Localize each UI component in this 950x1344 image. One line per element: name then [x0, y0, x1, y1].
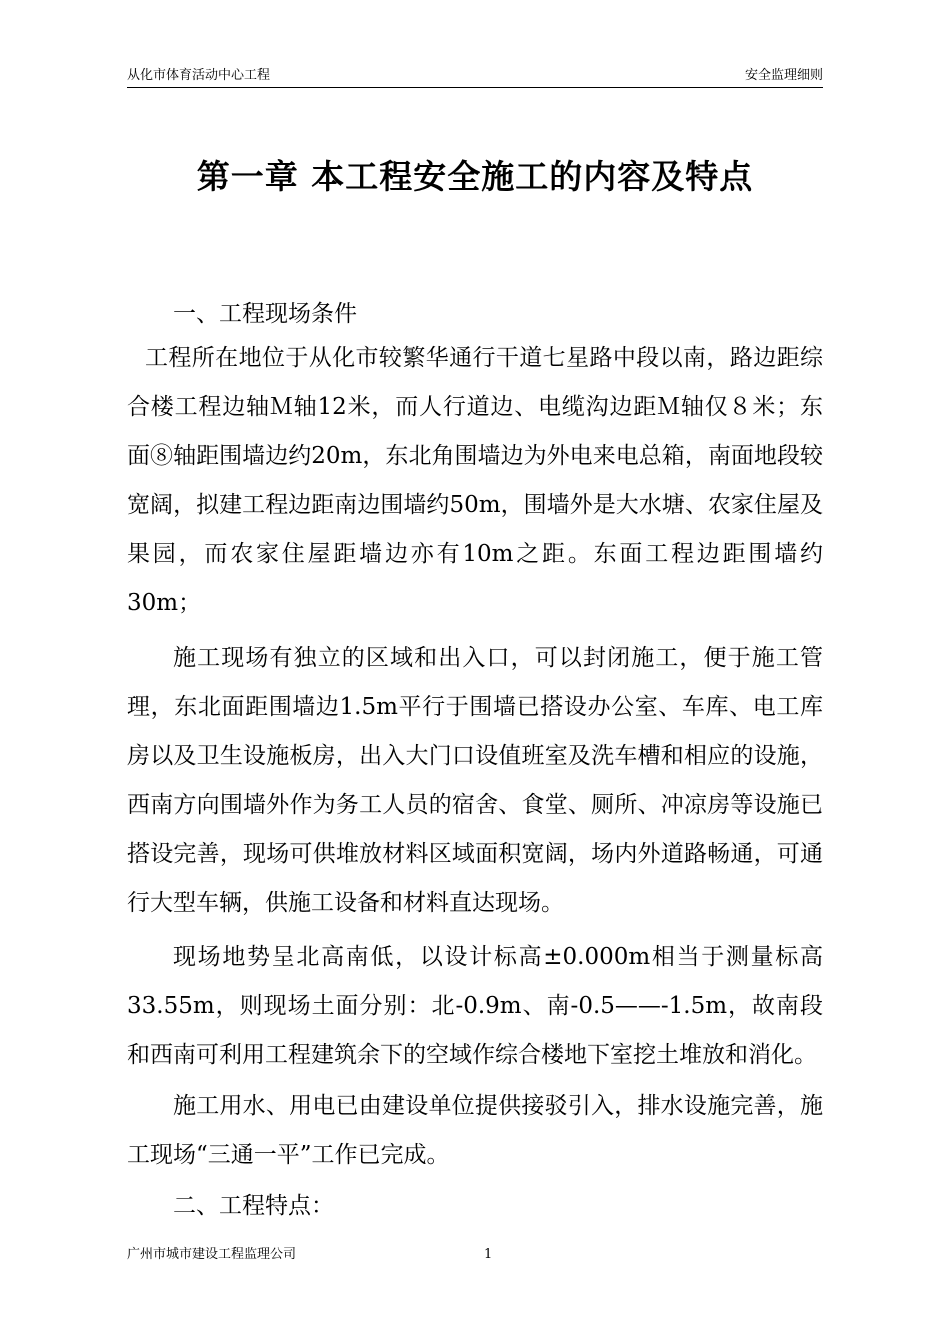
header-document-type: 安全监理细则: [744, 68, 823, 83]
paragraph-site-location: 工程所在地位于从化市较繁华通行干道七星路中段以南，路边距综合楼工程边轴Ｍ轴12米，而人行道边、电缆沟边距Ｍ轴仅８米；东面⑧轴距围墙边约20m，东北角围墙边为外电来电总箱，南面地段较宽阔，拟建工程边距南边围墙约50m，围墙外是大水塘、农家住屋及果园，而农家住屋距墙边亦有10m之距。东面工程边距围墙约30m；: [127, 345, 823, 616]
paragraph-site-facilities: 施工现场有独立的区域和出入口，可以封闭施工，便于施工管理，东北面距围墙边1.5m平行于围墙已搭设办公室、车库、电工库房以及卫生设施板房，出入大门口设值班室及洗车槽和相应的设施，西南方向围墙外作为务工人员的宿舍、食堂、厕所、冲凉房等设施已搭设完善，现场可供堆放材料区域面积宽阔，场内外道路畅通，可通行大型车辆，供施工设备和材料直达现场。: [127, 645, 823, 916]
header-project-name: 从化市体育活动中心工程: [127, 68, 271, 83]
footer-company-name: 广州市城市建设工程监理公司: [127, 1247, 297, 1262]
section-heading-features: 二、工程特点：: [173, 1193, 334, 1219]
paragraph-terrain: 现场地势呈北高南低，以设计标高±0.000m相当于测量标高33.55m，则现场土面分别：北-0.9m、南-0.5——-1.5m，故南段和西南可利用工程建筑余下的空域作综合楼地下室挖土堆放和消化。: [127, 944, 823, 1068]
page-number: 1: [484, 1247, 493, 1262]
page-header: [127, 68, 823, 88]
section-heading-site-conditions: 一、工程现场条件: [173, 301, 357, 327]
chapter-title: 第一章 本工程安全施工的内容及特点: [196, 157, 754, 196]
paragraph-utilities: 施工用水、用电已由建设单位提供接驳引入，排水设施完善，施工现场“三通一平”工作已完成。: [127, 1093, 823, 1168]
